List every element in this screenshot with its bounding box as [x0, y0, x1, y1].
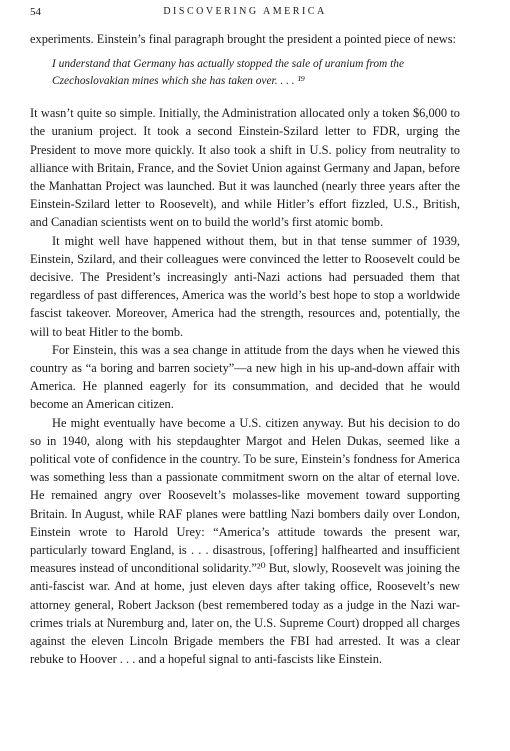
paragraph-administration: It wasn’t quite so simple. Initially, the Administration allocated only a token $6,000 to the uranium project. It took a second Einstein-Szilard letter to FDR, urging the President to move more quickly. It also took a shift in U.S. policy from neutrality to alliance with Britain, France, and the Soviet Union against Germany and Japan, before the Manhattan Project was launched. But it was launched (nearly three years after the Einstein-Szilard letter to Roosevelt), and while Hitler’s effort fizzled, U.S., British, and Canadian scientists went on to build the world’s first atomic bomb. [30, 106, 460, 230]
running-head: DISCOVERING AMERICA [163, 6, 327, 17]
page-header [30, 6, 460, 20]
paragraph-continued: experiments. Einstein’s final paragraph brought the president a pointed piece of news: [30, 32, 456, 46]
body-text [30, 30, 460, 669]
paragraph-sea-change: For Einstein, this was a sea change in attitude from the days when he viewed this country as “a boring and barren society”—a new high in his up-and-down affair with America. He planned eagerly for its consummation, and decided that he would become an American citizen. [30, 342, 460, 412]
paragraph-summer-1939: It might well have happened without them, but in that tense summer of 1939, Einstein, Szilard, and their colleagues were convinced the letter to Roosevelt could be decisive. The President’s increasingly anti-Nazi actions had persuaded them that regardless of past differences, America was the world’s best hope to stop a worldwide fascist takeover. Moreover, America had the strength, resources and, potentially, the will to beat Hitler to the bomb. [30, 233, 460, 339]
paragraph-citizenship: He might eventually have become a U.S. citizen anyway. But his decision to do so in 1940, along with his stepdaughter Margot and Helen Dukas, seemed like a political vote of confidence in the country. To be sure, Einstein’s fondness for America was something less than a passionate commitment sworn on the altar of eternal love. He remained angry over Roosevelt’s molasses-like movement toward supporting Britain. In August, while RAF planes were battling Nazi bombers daily over London, Einstein wrote to Harold Urey: “America’s attitude towards the present war, particularly toward England, is . . . disastrous, [offering] halfhearted and insufficient measures instead of unconditional solidarity.”²⁰ But, slowly, Roosevelt was joining the anti-fascist war. And at home, just eleven days after taking office, Roosevelt’s new attorney general, Robert Jackson (best remembered today as a judge in the Nazi war-crimes trials at Nuremburg and, later on, the U.S. Supreme Court) dropped all charges against the eleven Lincoln Brigade members the FBI had arrested. It was a clear rebuke to Hoover . . . and a hopeful signal to anti-fascists like Einstein. [30, 415, 460, 667]
page-number: 54 [30, 6, 41, 18]
block-quote: I understand that Germany has actually stopped the sale of uranium from the Czechoslovakian mines which she has taken over. . . . ¹⁹ [52, 58, 405, 88]
